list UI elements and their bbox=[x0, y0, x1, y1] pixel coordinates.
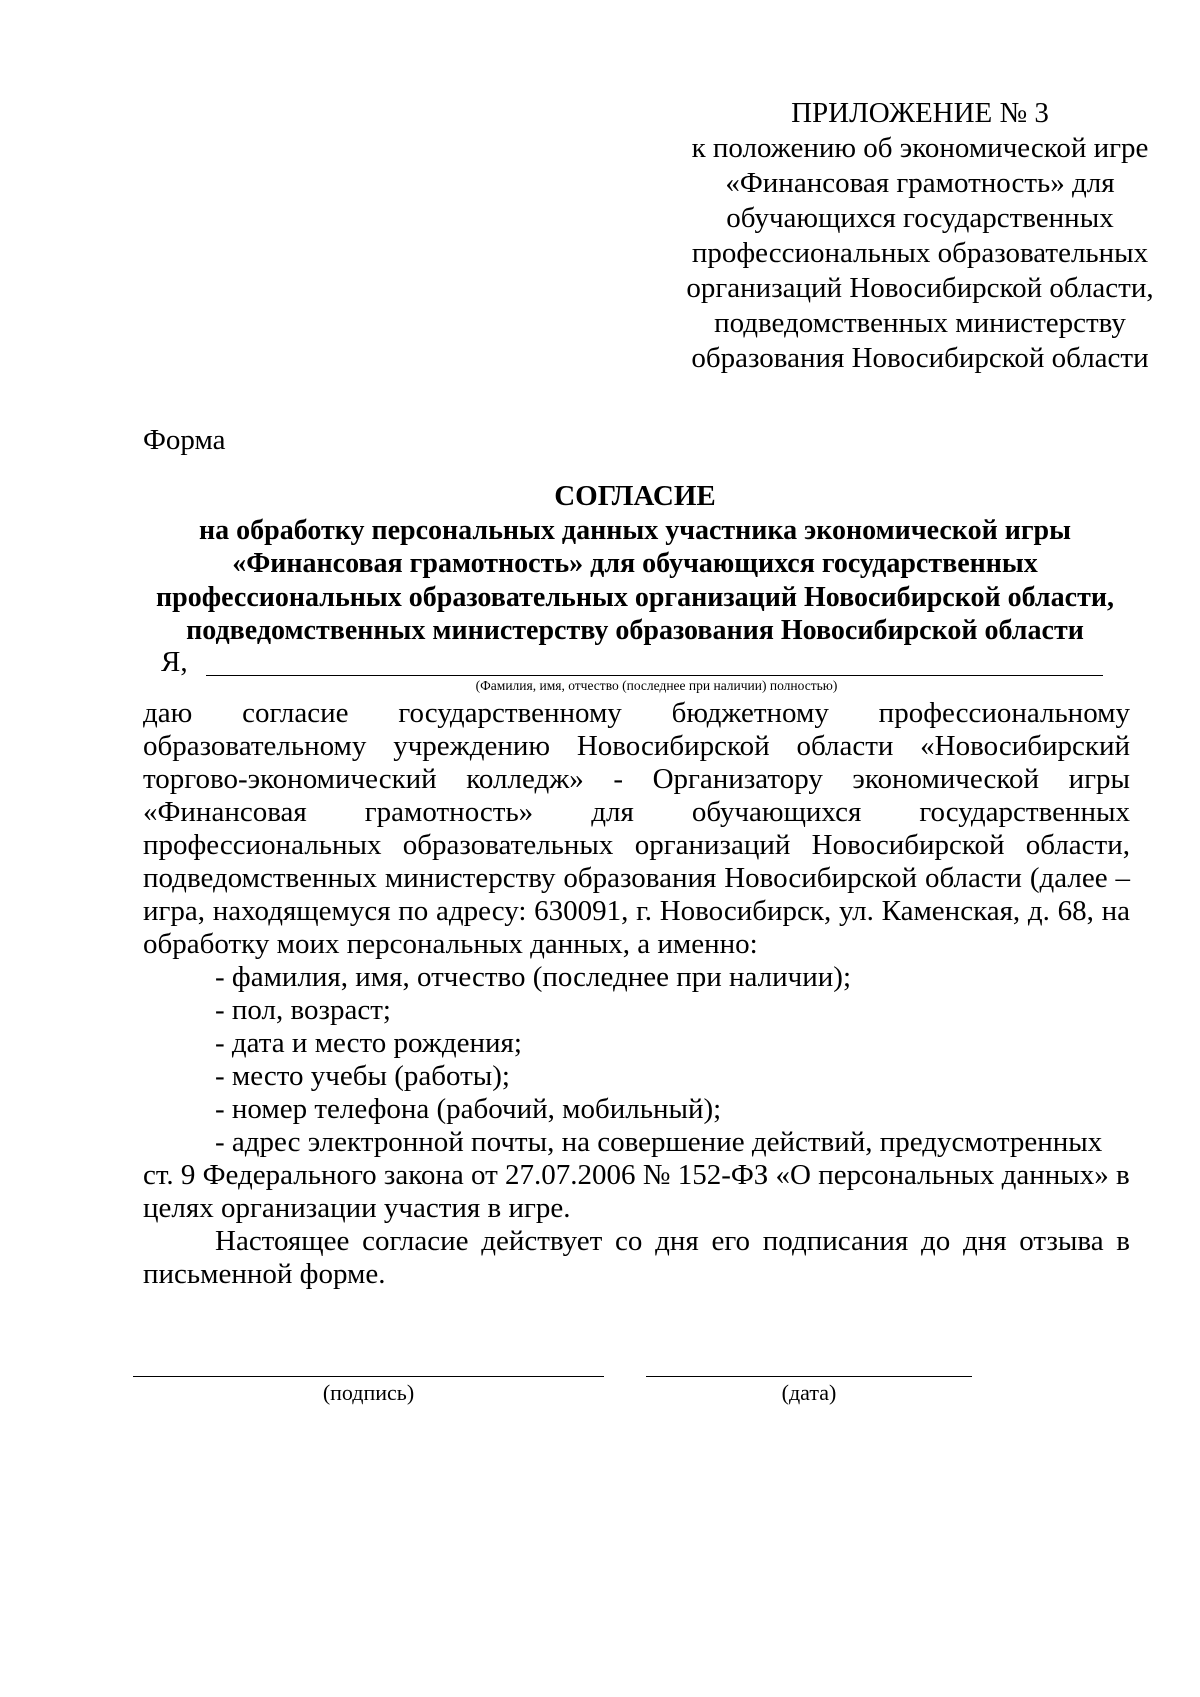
list-item: - адрес электронной почты, на совершение действий, предусмотренных bbox=[215, 1126, 1103, 1158]
validity-line-last: письменной форме. bbox=[143, 1258, 386, 1290]
validity-line: Настоящее согласие действует со дня его подписания до дня отзыва в bbox=[215, 1225, 1130, 1257]
law-reference-line: ст. 9 Федерального закона от 27.07.2006 № 152-ФЗ «О персональных данных» в bbox=[143, 1159, 1130, 1191]
appendix-line: профессиональных образовательных bbox=[691, 237, 1149, 269]
body-line: профессиональных образовательных организаций Новосибирской области, bbox=[143, 829, 1130, 861]
title-line: «Финансовая грамотность» для обучающихся государственных bbox=[232, 548, 1038, 579]
form-label: Форма bbox=[143, 424, 226, 456]
body-line: игра, находящемуся по адресу: 630091, г. Новосибирск, ул. Каменская, д. 68, на bbox=[143, 895, 1130, 927]
body-line: торгово-экономический колледж» - Организатору экономической игры bbox=[143, 763, 1130, 795]
title-line: профессиональных образовательных организаций Новосибирской области, bbox=[156, 581, 1114, 613]
consent-body bbox=[143, 697, 1130, 1291]
body-line-last: обработку моих персональных данных, а именно: bbox=[143, 928, 758, 960]
appendix-line: к положению об экономической игре bbox=[691, 132, 1149, 164]
date-caption: (дата) bbox=[781, 1380, 837, 1405]
signature-line[interactable] bbox=[133, 1376, 604, 1377]
list-item: - дата и место рождения; bbox=[215, 1027, 522, 1059]
body-line: даю согласие государственному бюджетному профессиональному bbox=[143, 697, 1130, 729]
name-prefix: Я, bbox=[161, 646, 188, 678]
title-line: на обработку персональных данных участника экономической игры bbox=[199, 514, 1071, 546]
appendix-header bbox=[680, 96, 1160, 376]
body-line: «Финансовая грамотность» для обучающихся государственных bbox=[143, 796, 1130, 828]
name-field-caption: (Фамилия, имя, отчество (последнее при наличии) полностью) bbox=[475, 678, 838, 693]
list-item: - фамилия, имя, отчество (последнее при наличии); bbox=[215, 961, 852, 993]
appendix-line: подведомственных министерству bbox=[714, 307, 1126, 339]
appendix-number: ПРИЛОЖЕНИЕ № 3 bbox=[791, 97, 1049, 129]
title-line: подведомственных министерству образования Новосибирской области bbox=[186, 615, 1084, 646]
appendix-line: обучающихся государственных bbox=[726, 202, 1114, 234]
body-line: образовательному учреждению Новосибирской области «Новосибирский bbox=[143, 730, 1130, 762]
appendix-line: организаций Новосибирской области, bbox=[686, 272, 1154, 304]
document-title bbox=[140, 480, 1130, 648]
list-item: - место учебы (работы); bbox=[215, 1060, 510, 1092]
date-line[interactable] bbox=[646, 1376, 972, 1377]
list-item: - номер телефона (рабочий, мобильный); bbox=[215, 1093, 722, 1125]
law-reference-line: целях организации участия в игре. bbox=[143, 1192, 571, 1224]
appendix-line: «Финансовая грамотность» для bbox=[725, 167, 1115, 199]
name-input-line[interactable] bbox=[206, 675, 1103, 676]
list-item: - пол, возраст; bbox=[215, 994, 391, 1026]
title-main: СОГЛАСИЕ bbox=[554, 480, 716, 512]
body-line: подведомственных министерству образования Новосибирской области (далее – bbox=[143, 862, 1130, 894]
signature-caption: (подпись) bbox=[322, 1380, 415, 1405]
appendix-line: образования Новосибирской области bbox=[691, 342, 1149, 374]
